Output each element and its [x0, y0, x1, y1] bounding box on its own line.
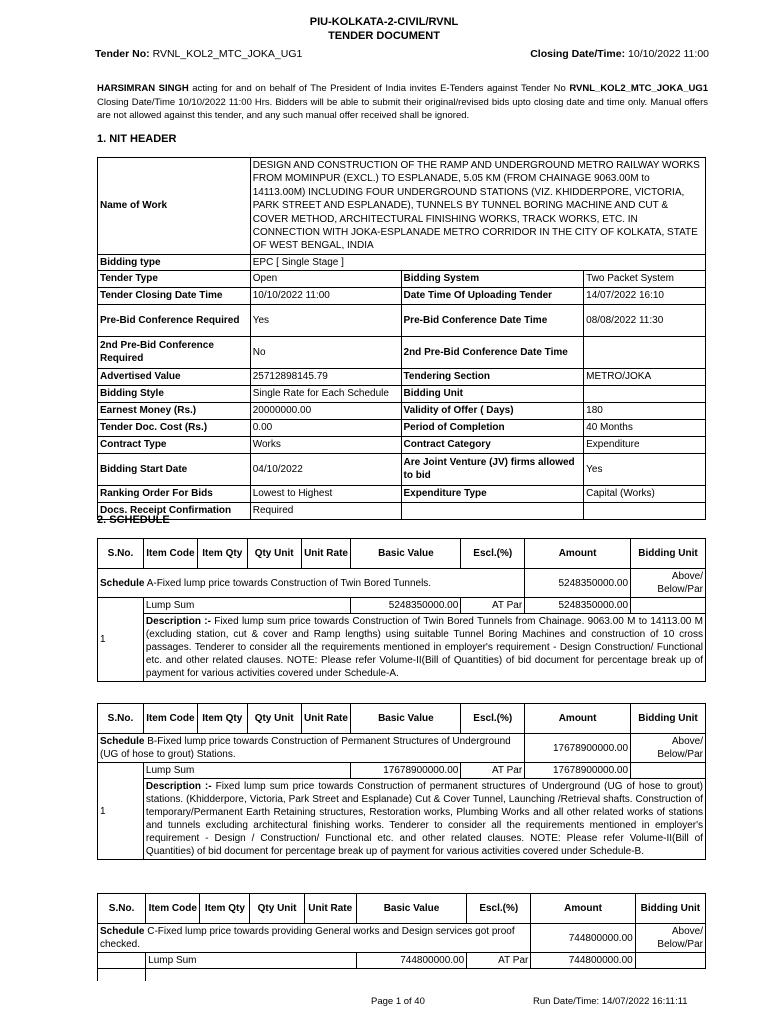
nit-row-name-of-work — [98, 158, 706, 255]
nit-row-bidding-type — [98, 254, 706, 270]
schedule-col-header: Qty Unit — [250, 894, 304, 924]
intro-text-1: acting for and on behalf of The President of India invites E-Tenders against Tender No — [188, 83, 570, 94]
schedule-col-header: Item Qty — [200, 894, 250, 924]
nit-field-label: Docs. Receipt Confirmation — [98, 502, 251, 519]
description-label: Description :- — [145, 616, 211, 627]
schedule-col-header: S.No. — [98, 539, 144, 569]
nit-field-value — [584, 385, 706, 402]
item-basic-value: 5248350000.00 — [351, 598, 461, 614]
schedule-title — [98, 734, 525, 763]
item-lump-sum: Lump Sum — [146, 953, 357, 969]
description-continued — [146, 969, 706, 981]
nit-field-value: Open — [250, 270, 401, 287]
nit-field-value: 180 — [584, 402, 706, 419]
bidding-type-value: EPC [ Single Stage ] — [250, 254, 705, 270]
schedule-col-header: Item Qty — [197, 539, 247, 569]
schedule-text: A-Fixed lump price towards Construction of Twin Bored Tunnels. — [144, 577, 432, 589]
nit-field-value: Yes — [250, 304, 401, 336]
schedule-col-header: Qty Unit — [247, 704, 301, 734]
tender-no-label: Tender No: — [95, 48, 150, 60]
bidding-type-label: Bidding type — [98, 254, 251, 270]
nit-field-value: Works — [250, 436, 401, 453]
nit-field-value: Single Rate for Each Schedule — [250, 385, 401, 402]
nit-field-value: 08/08/2022 11:30 — [584, 304, 706, 336]
nit-field-label: Tender Closing Date Time — [98, 287, 251, 304]
nit-field-label: Tendering Section — [401, 368, 584, 385]
item-amount: 5248350000.00 — [525, 598, 631, 614]
name-of-work-value: DESIGN AND CONSTRUCTION OF THE RAMP AND UNDERGROUND METRO RAILWAY WORKS FROM MOMINPUR (EXCL.) TO ESPLANADE, 5.05 KM (FROM CHAINAGE 9063.00M to 14113.00M) INCLUDING FOUR UNDERGROUND STATIONS (VIZ. KHIDDERPORE, VICTORIA, PARK STREET AND ESPLANADE), TUNNELS BY TUNNEL BORING MACHINE AND CUT & COVER METHOD, ARCHITECTURAL FINISHING WORKS, TRACK WORKS, ETC. IN CONNECTION WITH JOKA-ESPLANADE METRO CORRIDOR IN THE CITY OF KOLKATA, STATE OF WEST BENGAL, INDIA — [250, 158, 705, 255]
item-sno-continued — [98, 969, 146, 981]
item-blank — [635, 953, 705, 969]
nit-field-label: Contract Type — [98, 436, 251, 453]
item-amount: 744800000.00 — [531, 953, 635, 969]
schedule-text: B-Fixed lump price towards Construction of Permanent Structures of Underground (UG of hose to grout) Stations. — [100, 736, 511, 760]
schedule-col-header: Amount — [531, 894, 635, 924]
nit-field-value: Capital (Works) — [584, 485, 706, 502]
schedule-table — [97, 538, 706, 682]
item-escalation: AT Par — [461, 598, 525, 614]
nit-field-value: METRO/JOKA — [584, 368, 706, 385]
description-text: Fixed lump sum price towards Construction of permanent structures of Underground (UG of hose to grout) stations. (Khidderpore, Victoria, Park Street and Esplanade) Cut & Cover Tunnel, Launching /Retrieval shafts. Construction of temporary/Permanent Earth Retaining structures, Restoration works, Plumbing Works and all other related works of stations and tunnels excluding architectural finishing works. Tenderer to consider all the requirements mentioned in employer's requirement - Design / Construction/ Functional etc. and other related clauses. NOTE: Please refer Volume-II(Bill of Quantities) of bid document for percentage break up of payment for various activities covered under Schedule-B. — [145, 781, 703, 857]
schedule-col-header: Amount — [525, 704, 631, 734]
schedule-label: Schedule — [100, 736, 145, 747]
nit-row — [98, 385, 706, 402]
nit-field-label: 2nd Pre-Bid Conference Required — [98, 336, 251, 368]
nit-field-label: Bidding Style — [98, 385, 251, 402]
schedule-col-header: S.No. — [98, 704, 144, 734]
nit-field-value: Lowest to Highest — [250, 485, 401, 502]
schedule-col-header: Unit Rate — [304, 894, 356, 924]
nit-field-label: Validity of Offer ( Days) — [401, 402, 584, 419]
schedule-col-header: Amount — [525, 539, 631, 569]
name-of-work-label: Name of Work — [98, 158, 251, 255]
nit-field-value: 14/07/2022 16:10 — [584, 287, 706, 304]
schedule-title — [98, 924, 531, 953]
schedule-text: C-Fixed lump price towards providing General works and Design services got proof checked. — [100, 926, 515, 950]
intro-tender-no: RVNL_KOL2_MTC_JOKA_UG1 — [569, 83, 709, 94]
closing-label: Closing Date/Time: — [530, 48, 626, 60]
item-sno: 1 — [98, 598, 144, 682]
schedule-col-header: S.No. — [98, 894, 146, 924]
schedule-col-header: Item Code — [143, 704, 197, 734]
nit-row — [98, 368, 706, 385]
schedule-col-header: Basic Value — [356, 894, 466, 924]
nit-field-value: 40 Months — [584, 419, 706, 436]
nit-field-label — [401, 502, 584, 519]
nit-field-label: Contract Category — [401, 436, 584, 453]
doc-title: TENDER DOCUMENT — [328, 30, 440, 42]
nit-heading: 1. NIT HEADER — [97, 133, 177, 145]
nit-field-value: Two Packet System — [584, 270, 706, 287]
item-basic-value: 744800000.00 — [356, 953, 466, 969]
item-sno: 1 — [98, 763, 144, 860]
item-basic-value: 17678900000.00 — [351, 763, 461, 779]
schedule-label: Schedule — [100, 926, 145, 937]
item-lump-sum: Lump Sum — [143, 763, 351, 779]
nit-field-value: 0.00 — [250, 419, 401, 436]
schedule-col-header: Unit Rate — [301, 704, 351, 734]
schedule-amount: 17678900000.00 — [525, 734, 631, 763]
schedule-col-header: Bidding Unit — [635, 894, 705, 924]
nit-field-label: Tender Type — [98, 270, 251, 287]
schedule-col-header: Escl.(%) — [461, 539, 525, 569]
inviter-name: HARSIMRAN SINGH — [97, 83, 189, 94]
nit-field-value: No — [250, 336, 401, 368]
closing-value: 10/10/2022 11:00 — [628, 48, 709, 60]
nit-row — [98, 502, 706, 519]
schedule-col-header: Qty Unit — [247, 539, 301, 569]
nit-field-label: 2nd Pre-Bid Conference Date Time — [401, 336, 584, 368]
schedule-bidding-unit: Above/ Below/Par — [631, 734, 706, 763]
nit-row — [98, 419, 706, 436]
nit-field-label: Bidding Start Date — [98, 453, 251, 485]
nit-field-label: Expenditure Type — [401, 485, 584, 502]
nit-field-value: 10/10/2022 11:00 — [250, 287, 401, 304]
tender-no: RVNL_KOL2_MTC_JOKA_UG1 — [152, 48, 303, 60]
schedule-col-header: Bidding Unit — [631, 704, 706, 734]
schedule-col-header: Bidding Unit — [631, 539, 706, 569]
schedule-heading: 2. SCHEDULE — [97, 514, 170, 526]
nit-field-label: Advertised Value — [98, 368, 251, 385]
item-escalation: AT Par — [461, 763, 525, 779]
item-sno — [98, 953, 146, 969]
intro-paragraph — [97, 82, 708, 123]
nit-field-label: Pre-Bid Conference Required — [98, 304, 251, 336]
nit-field-label: Earnest Money (Rs.) — [98, 402, 251, 419]
schedule-table — [97, 703, 706, 860]
item-description — [143, 614, 705, 682]
nit-row — [98, 336, 706, 368]
schedule-amount: 5248350000.00 — [525, 569, 631, 598]
schedule-bidding-unit: Above/ Below/Par — [635, 924, 705, 953]
schedule-label: Schedule — [100, 577, 145, 589]
org-title: PIU-KOLKATA-2-CIVIL/RVNL — [309, 16, 459, 28]
nit-field-value: Expenditure — [584, 436, 706, 453]
nit-row — [98, 304, 706, 336]
nit-field-label: Bidding System — [401, 270, 584, 287]
schedule-col-header: Basic Value — [351, 539, 461, 569]
schedule-table — [97, 893, 706, 981]
nit-field-label: Period of Completion — [401, 419, 584, 436]
schedule-col-header: Item Code — [143, 539, 197, 569]
schedule-bidding-unit: Above/ Below/Par — [631, 569, 706, 598]
intro-text-2: Closing Date/Time 10/10/2022 11:00 Hrs. Bidders will be able to submit their original/revised bids upto closing date and time only. Manual offers are not allowed against this tender, and any such manual offer received shall be ignored. — [97, 96, 708, 121]
item-description — [143, 779, 705, 860]
nit-field-value: Yes — [584, 453, 706, 485]
schedule-col-header: Unit Rate — [301, 539, 351, 569]
item-amount: 17678900000.00 — [525, 763, 631, 779]
nit-row — [98, 436, 706, 453]
nit-table — [97, 157, 706, 520]
schedule-title — [98, 569, 525, 598]
run-datetime: Run Date/Time: 14/07/2022 16:11:11 — [533, 996, 688, 1007]
nit-row — [98, 287, 706, 304]
item-escalation: AT Par — [467, 953, 531, 969]
item-blank — [631, 598, 706, 614]
nit-field-value: 25712898145.79 — [250, 368, 401, 385]
nit-field-label: Tender Doc. Cost (Rs.) — [98, 419, 251, 436]
nit-row — [98, 485, 706, 502]
nit-row — [98, 270, 706, 287]
schedule-col-header: Escl.(%) — [461, 704, 525, 734]
nit-field-label: Ranking Order For Bids — [98, 485, 251, 502]
item-lump-sum: Lump Sum — [143, 598, 351, 614]
schedule-col-header: Escl.(%) — [467, 894, 531, 924]
nit-field-label: Bidding Unit — [401, 385, 584, 402]
nit-field-label: Pre-Bid Conference Date Time — [401, 304, 584, 336]
description-label: Description :- — [145, 781, 212, 792]
schedule-col-header: Item Qty — [197, 704, 247, 734]
item-blank — [631, 763, 706, 779]
schedule-col-header: Basic Value — [351, 704, 461, 734]
page-number: Page 1 of 40 — [371, 996, 425, 1007]
nit-field-label: Are Joint Venture (JV) firms allowed to bid — [401, 453, 584, 485]
nit-field-label: Date Time Of Uploading Tender — [401, 287, 584, 304]
nit-field-value — [584, 502, 706, 519]
nit-row — [98, 453, 706, 485]
nit-field-value: Required — [250, 502, 401, 519]
nit-row — [98, 402, 706, 419]
nit-field-value: 20000000.00 — [250, 402, 401, 419]
nit-field-value: 04/10/2022 — [250, 453, 401, 485]
description-text: Fixed lump sum price towards Construction of Twin Bored Tunnels from Chainage. 9063.00 M to 14113.00 M (excluding station, cut & cover and Ramp lengths) using suitable Tunnel Boring Machines and construction of 10 cross passages. Tenderer to consider all the requirements mentioned in employer's requirement - Design Construction/ Functional etc. and other related clauses. NOTE: Please refer Volume-II(Bill of Quantities) of bid document for percentage break up of payment for various activities covered under Schedule-A. — [145, 616, 704, 679]
schedule-amount: 744800000.00 — [531, 924, 635, 953]
nit-field-value — [584, 336, 706, 368]
schedule-col-header: Item Code — [146, 894, 200, 924]
